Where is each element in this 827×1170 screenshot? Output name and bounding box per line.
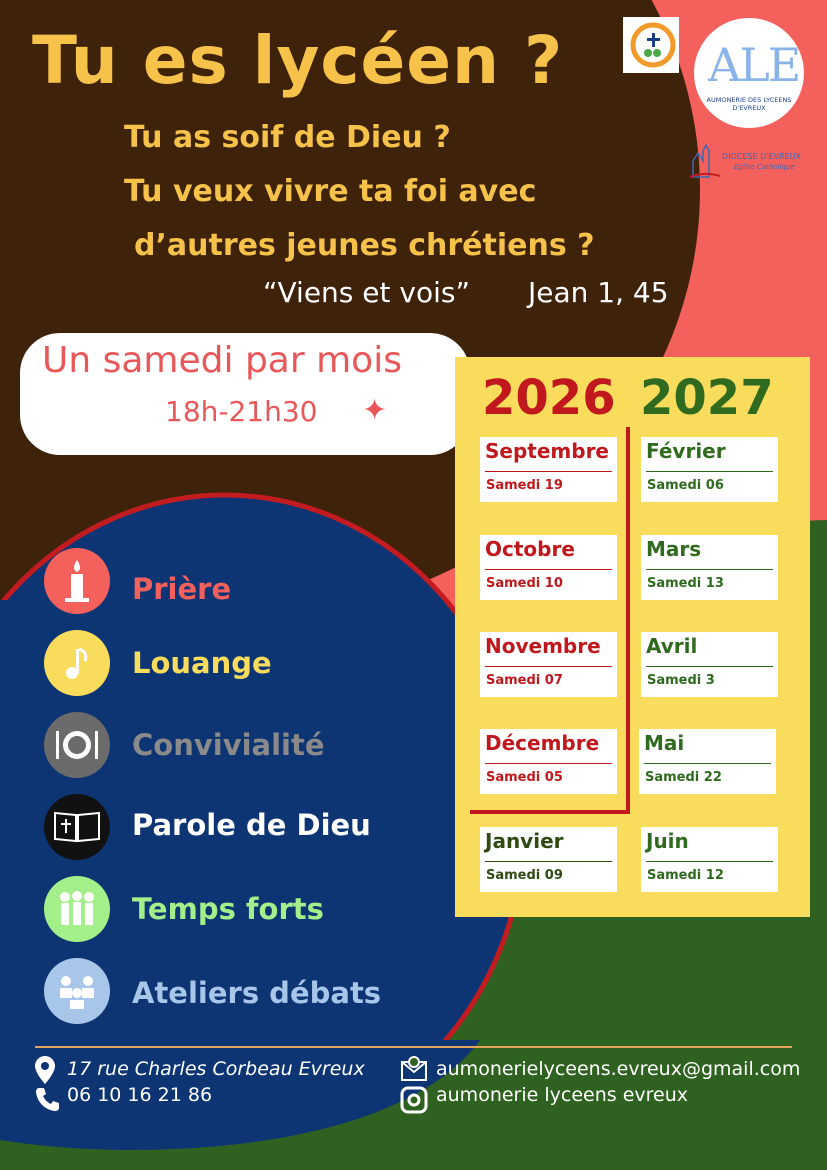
activity-louange: Louange	[132, 646, 272, 680]
header-line-2: Tu veux vivre ta foi avec	[124, 174, 537, 209]
footer-instagram[interactable]: aumonerie lyceens evreux	[436, 1084, 689, 1106]
bible-quote: “Viens et vois”	[263, 276, 470, 309]
calendar-card	[480, 632, 617, 697]
calendar-date: Samedi 06	[647, 478, 724, 493]
footer-separator	[35, 1046, 792, 1048]
calendar-card	[480, 827, 617, 892]
page-title: Tu es lycéen ?	[32, 22, 564, 99]
calendar-month: Avril	[646, 634, 698, 658]
calendar-month: Mars	[646, 537, 702, 561]
calendar-date: Samedi 3	[647, 673, 715, 688]
calendar-month: Décembre	[485, 731, 600, 755]
calendar-date: Samedi 13	[647, 576, 724, 591]
calendar-date: Samedi 05	[486, 770, 563, 785]
calendar-card	[641, 827, 778, 892]
calendar-card	[641, 437, 778, 502]
ale-logo	[694, 18, 804, 128]
calendar-divider-vertical	[626, 427, 630, 813]
schedule-hours: 18h-21h30	[165, 395, 318, 428]
footer-email[interactable]: aumonerielyceens.evreux@gmail.com	[436, 1058, 801, 1080]
year-2027: 2027	[640, 370, 774, 426]
calendar-month: Février	[646, 439, 726, 463]
plate-cutlery-icon	[44, 712, 110, 778]
activity-priere: Prière	[132, 572, 232, 606]
calendar-month: Juin	[646, 829, 689, 853]
music-note-icon	[44, 630, 110, 696]
footer-phone: 06 10 16 21 86	[67, 1084, 213, 1106]
calendar-card	[639, 729, 776, 794]
schedule-title: Un samedi par mois	[42, 340, 402, 381]
calendar-date: Samedi 10	[486, 576, 563, 591]
calendar-card	[641, 535, 778, 600]
calendar-month: Octobre	[485, 537, 575, 561]
group-icon	[44, 876, 110, 942]
calendar-card	[480, 535, 617, 600]
calendar-card	[480, 729, 617, 794]
ministry-logo	[623, 17, 679, 73]
ale-logo-text: AUMONERIE DES LYCEENS D'EVREUX	[706, 96, 792, 112]
activity-convivialite: Convivialité	[132, 728, 325, 762]
instagram-icon	[400, 1086, 428, 1114]
calendar-date: Samedi 09	[486, 868, 563, 883]
diocese-name: DIOCESE D'EVREUX	[722, 152, 801, 161]
location-pin-icon	[35, 1056, 55, 1084]
calendar-date: Samedi 19	[486, 478, 563, 493]
calendar-date: Samedi 07	[486, 673, 563, 688]
church-icon	[690, 143, 720, 179]
activity-parole-de-dieu: Parole de Dieu	[132, 808, 371, 842]
calendar-card	[480, 437, 617, 502]
bible-icon	[44, 794, 110, 860]
header-line-1: Tu as soif de Dieu ?	[124, 120, 451, 155]
calendar-month: Janvier	[485, 829, 564, 853]
header-line-3: d’autres jeunes chrétiens ?	[134, 228, 595, 263]
diocese-sub: Eglise Catholique	[734, 163, 795, 171]
email-icon	[400, 1054, 428, 1082]
calendar-date: Samedi 22	[645, 770, 722, 785]
year-2026: 2026	[482, 370, 616, 426]
ale-logo-letters: ALE	[708, 38, 800, 92]
phone-icon	[35, 1086, 61, 1112]
activity-ateliers-debats: Ateliers débats	[132, 976, 382, 1010]
calendar-month: Septembre	[485, 439, 609, 463]
calendar-card	[641, 632, 778, 697]
activity-temps-forts: Temps forts	[132, 892, 324, 926]
calendar-month: Mai	[644, 731, 685, 755]
debate-icon	[44, 958, 110, 1024]
bible-reference: Jean 1, 45	[528, 276, 669, 309]
calendar-divider-horizontal	[470, 810, 630, 814]
calendar-month: Novembre	[485, 634, 601, 658]
candle-icon	[44, 548, 110, 614]
calendar-date: Samedi 12	[647, 868, 724, 883]
footer-address: 17 rue Charles Corbeau Evreux	[67, 1058, 365, 1080]
sparkle-icon: ✦	[362, 393, 388, 428]
